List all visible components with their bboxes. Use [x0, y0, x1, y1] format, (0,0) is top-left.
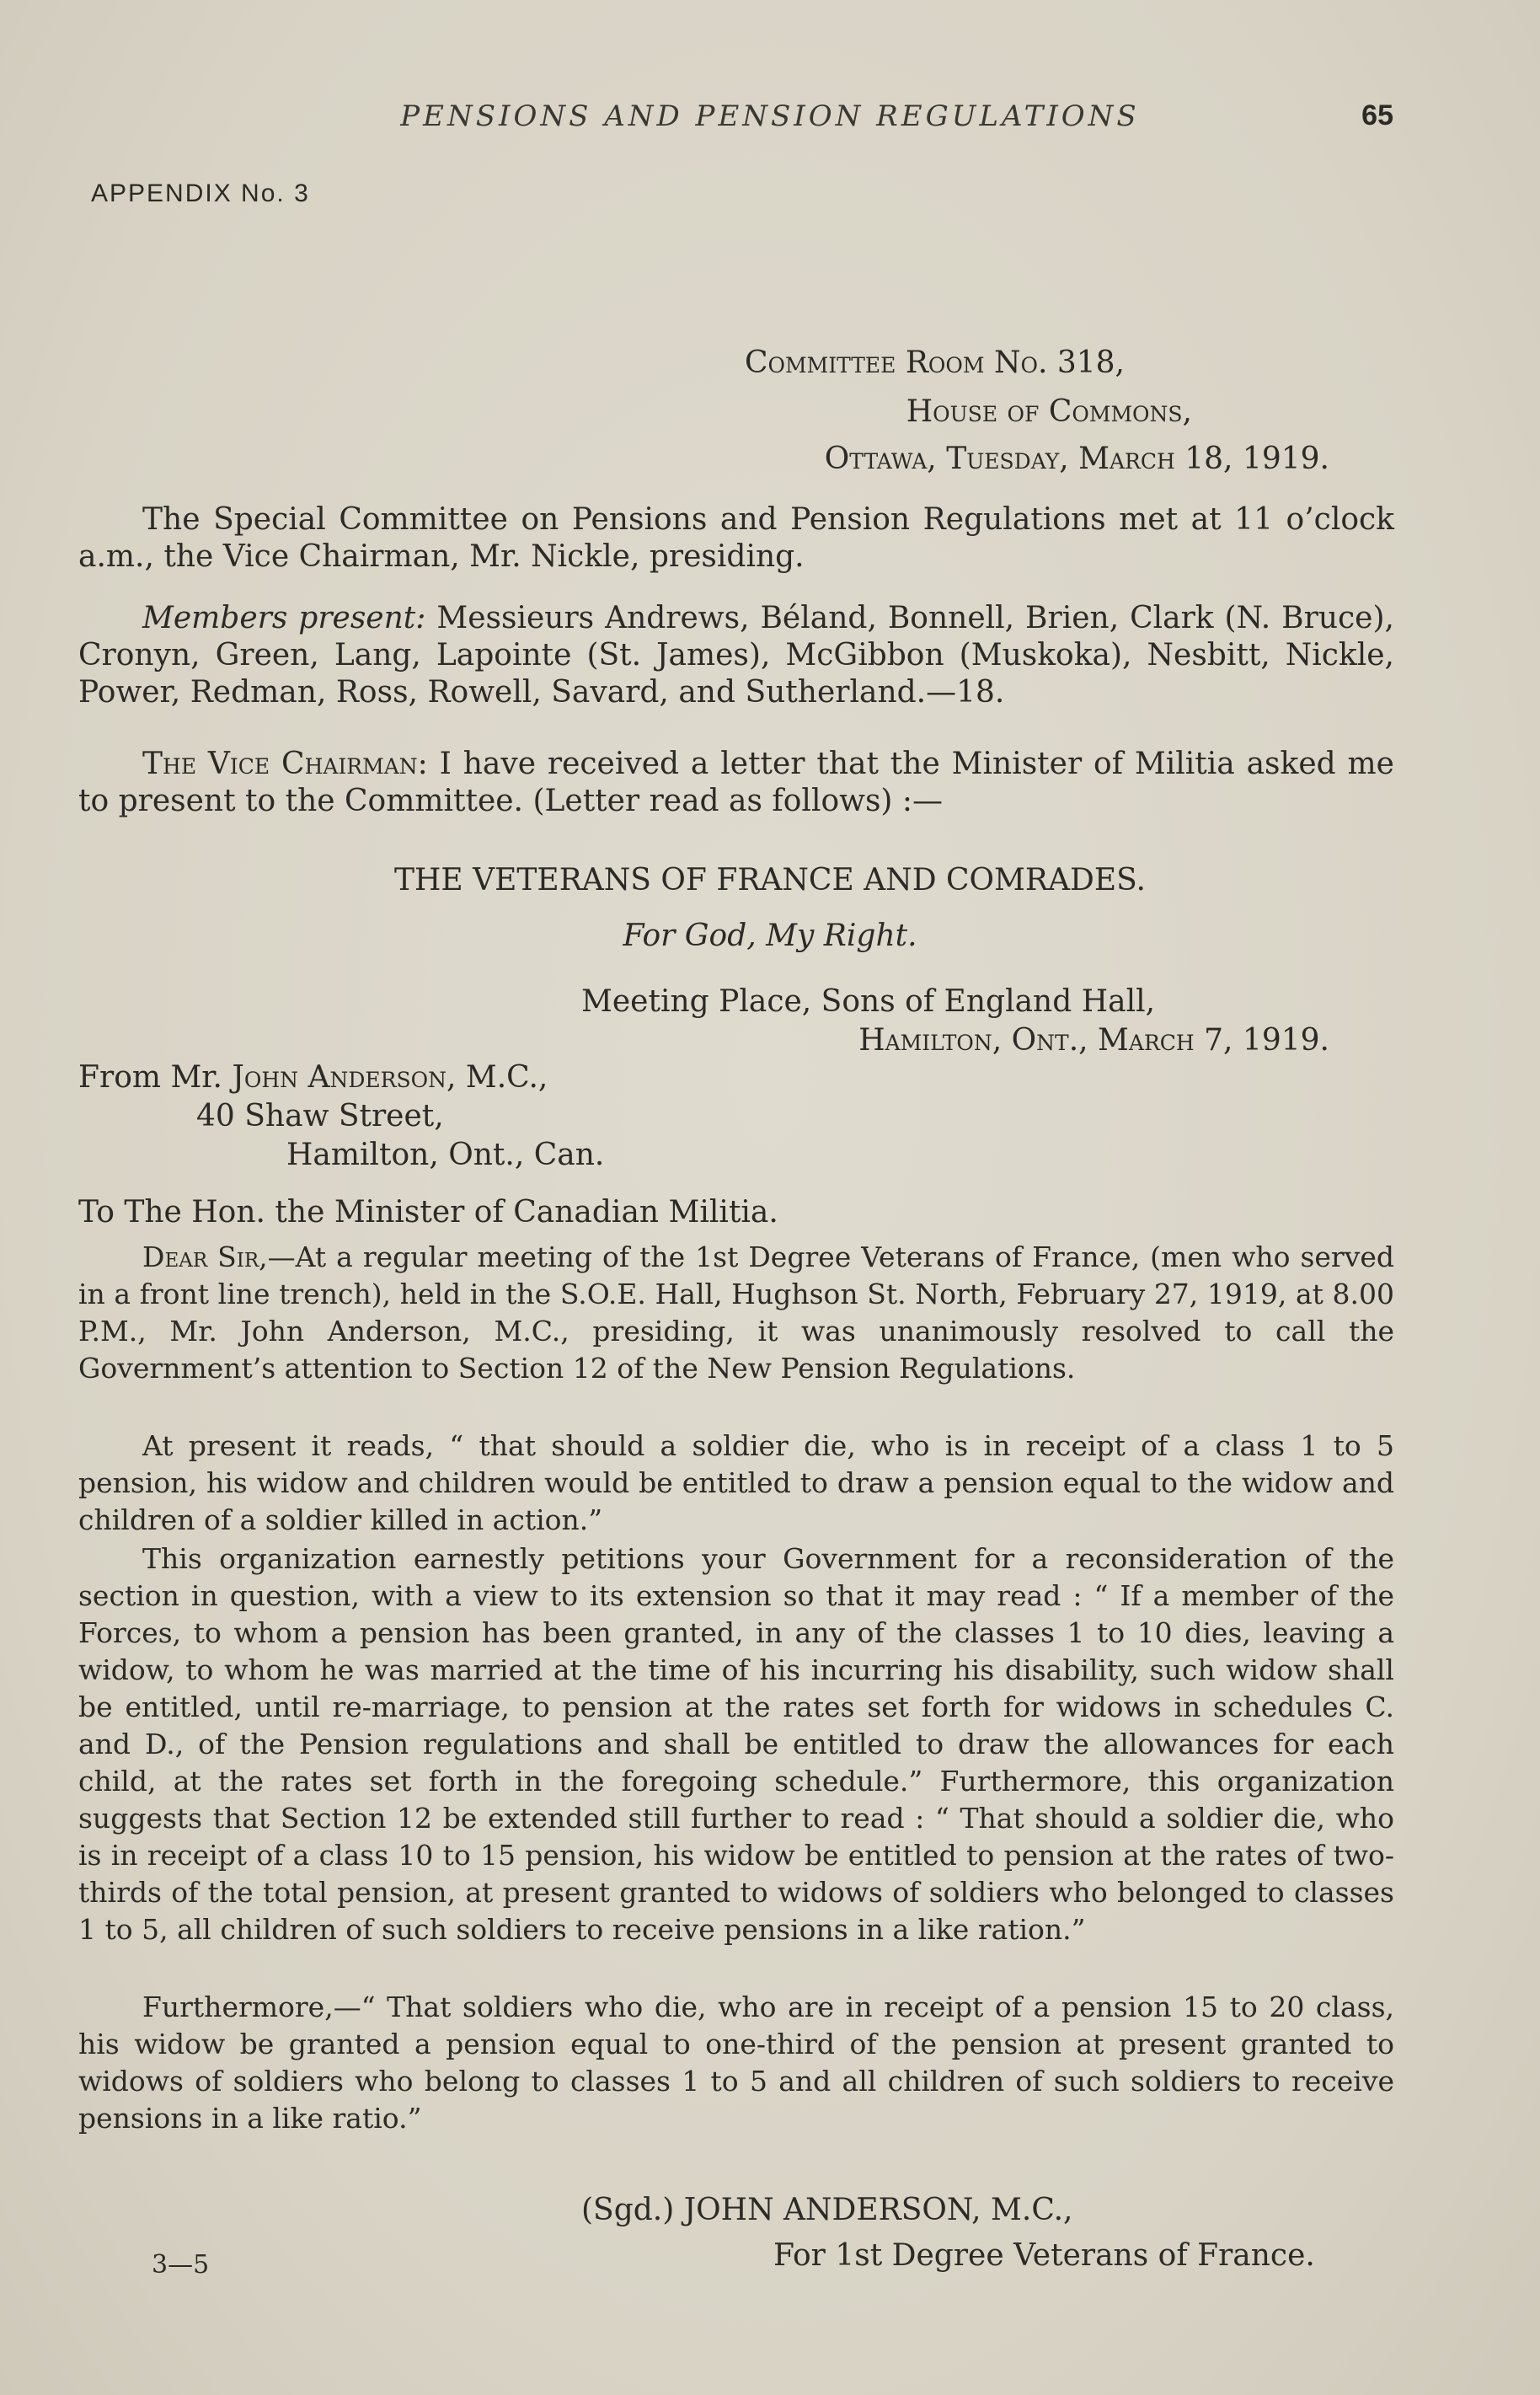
- letter-from: From Mr. John Anderson, M.C.,: [78, 1060, 548, 1095]
- letter-signature: (Sgd.) JOHN ANDERSON, M.C.,: [581, 2193, 1073, 2227]
- letter-signature-org-line: For 1st Degree Veterans of France.: [773, 2238, 1315, 2273]
- dateline-house: House of Commons,: [906, 394, 1192, 429]
- members-present-paragraph: [78, 600, 1394, 711]
- vice-chairman-paragraph: [78, 746, 1394, 820]
- letter-motto: For God, My Right.: [623, 919, 917, 953]
- dateline-place-date: Ottawa, Tuesday, March 18, 1919.: [824, 442, 1329, 476]
- speaker-label: The Vice Chairman:: [142, 747, 428, 781]
- vice-chairman-text: I have received a letter that the Minister of Militia asked me to present to the Committee. (Letter read as follows) :—: [78, 747, 1394, 818]
- dateline-room: Committee Room No. 318,: [744, 346, 1125, 380]
- letter-body-1: —At a regular meeting of the 1st Degree Veterans of France, (men who served in a front line trench), held in the S.O.E. Hall, Hughson St. North, February 27, 1919, at 8.00 P.M., Mr. John Anderson, M.C., presiding, it was unanimously resolved to call the Government’s attention to Section 12 of the New Pension Regulations.: [78, 1240, 1394, 1385]
- members-present-names: Messieurs Andrews, Béland, Bonnell, Brien, Clark (N. Bruce), Cronyn, Green, Lang, Lapointe (St. James), McGibbon (Muskoka), Nesbitt, Nickle, Power, Redman, Ross, Rowell, Savard, and Sutherland.—18.: [78, 601, 1394, 710]
- letter-meeting-place: Meeting Place, Sons of England Hall,: [581, 984, 1156, 1019]
- opening-paragraph: The Special Committee on Pensions and Pension Regulations met at 11 o’clock a.m., the Vice Chairman, Mr. Nickle, presiding.: [78, 502, 1394, 574]
- page-number: 65: [1361, 99, 1393, 131]
- letter-paragraph-2: At present it reads, “ that should a soldier die, who is in receipt of a class 1 to 5 pension, his widow and children would be entitled to draw a pension equal to the widow and children of a soldier killed in action.”: [78, 1429, 1394, 1536]
- signature-mark: 3—5: [152, 2250, 210, 2280]
- letter-street: 40 Shaw Street,: [196, 1099, 444, 1133]
- letter-city: Hamilton, Ont., Can.: [286, 1138, 605, 1172]
- letter-paragraph-1: [78, 1239, 1394, 1387]
- letter-sender: John Anderson, M.C.,: [232, 1060, 548, 1095]
- appendix-label: APPENDIX No. 3: [91, 179, 310, 207]
- letter-salutation: Dear Sir,: [142, 1240, 268, 1273]
- letter-paragraph-3: This organization earnestly petitions your Government for a reconsideration of the section in question, with a view to its extension so that it may read : “ If a member of the Forces, to whom a pension has been granted, in any of the classes 1 to 10 dies, leaving a widow, to whom he was married at the time of his incurring his disability, such widow shall be entitled, until re-marriage, to pension at the rates set forth for widows in schedules C. and D., of the Pension regulations and shall be entitled to draw the allowances for each child, at the rates set forth in the foregoing schedule.” Furthermore, this organization suggests that Section 12 be extended still further to read : “ That should a soldier die, who is in receipt of a class 10 to 15 pension, his widow be entitled to pension at the rates of two-thirds of the total pension, at present granted to widows of soldiers who belonged to classes 1 to 5, all children of such soldiers to receive pensions in a like ration.”: [78, 1542, 1394, 1946]
- letter-org-title: THE VETERANS OF FRANCE AND COMRADES.: [394, 863, 1146, 897]
- letter-recipient: To The Hon. the Minister of Canadian Militia.: [78, 1195, 778, 1230]
- members-present-label: Members present:: [142, 601, 426, 635]
- running-title: PENSIONS AND PENSION REGULATIONS: [400, 99, 1140, 133]
- letter-city-date: Hamilton, Ont., March 7, 1919.: [858, 1023, 1329, 1058]
- letter-paragraph-4: Furthermore,—“ That soldiers who die, who are in receipt of a pension 15 to 20 class, his widow be granted a pension equal to one-third of the pension at present granted to widows of soldiers who belong to classes 1 to 5 and all children of such soldiers to receive pensions in a like ratio.”: [78, 1990, 1394, 2135]
